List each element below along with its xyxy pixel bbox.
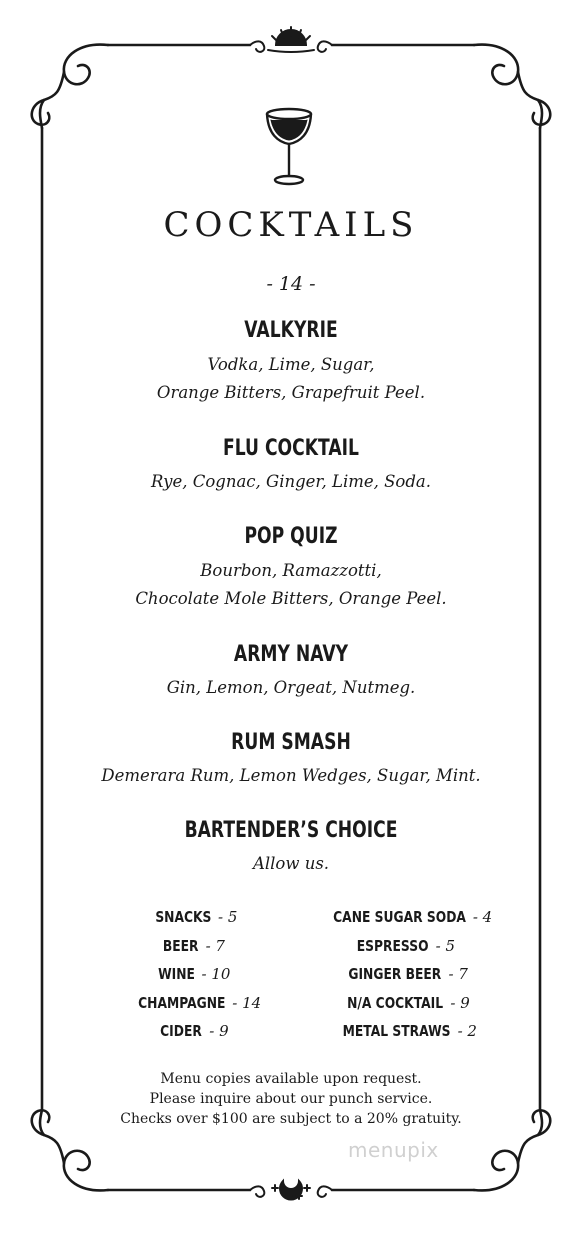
sunburst-ornament-icon <box>250 27 332 52</box>
extra-item-price: - 2 <box>457 1022 477 1040</box>
extra-item-name: N/A COCKTAIL <box>347 993 444 1012</box>
extra-item-price: - 5 <box>435 936 455 955</box>
cocktail-ingredients: Orange Bitters, Grapefruit Peel. <box>156 383 426 402</box>
extra-item-price: - 14 <box>232 993 262 1012</box>
footer-note: Menu copies available upon request. <box>160 1071 422 1087</box>
cocktail-name: FLU COCKTAIL <box>222 436 359 461</box>
extras-right-column <box>268 903 528 1046</box>
cocktail-ingredients: Rye, Cognac, Ginger, Lime, Soda. <box>150 472 432 491</box>
extra-item-name: METAL STRAWS <box>342 1022 451 1040</box>
cocktail-name: BARTENDER’S CHOICE <box>184 818 398 843</box>
extra-item-name: CANE SUGAR SODA <box>332 908 466 926</box>
extra-item-name: SNACKS <box>154 908 211 926</box>
extra-item <box>268 1017 528 1046</box>
extra-item-name: CHAMPAGNE <box>137 993 226 1012</box>
extra-item <box>268 932 528 961</box>
cocktail-glass-icon <box>267 109 311 184</box>
extra-item-name: CIDER <box>160 1022 203 1040</box>
cocktail-name: RUM SMASH <box>231 730 351 755</box>
extra-item <box>268 989 528 1018</box>
extra-item-name: GINGER BEER <box>348 965 442 983</box>
cocktail-ingredients: Gin, Lemon, Orgeat, Nutmeg. <box>166 678 416 697</box>
extra-item <box>268 903 528 932</box>
cocktail-ingredients: Bourbon, Ramazzotti, <box>200 561 382 580</box>
extra-item-price: - 4 <box>472 908 493 926</box>
cocktail-ingredients: Vodka, Lime, Sugar, <box>207 355 375 374</box>
cocktail-name: VALKYRIE <box>244 318 338 343</box>
watermark: menupix <box>348 1138 439 1162</box>
extra-item-name: BEER <box>162 936 199 955</box>
extra-item-price: - 9 <box>450 993 470 1012</box>
cocktail-price: - 14 - <box>266 273 316 295</box>
extra-item-price: - 5 <box>218 908 238 926</box>
footer-note: Checks over $100 are subject to a 20% gratuity. <box>120 1111 462 1127</box>
cocktail-name: POP QUIZ <box>244 524 338 549</box>
cocktail-ingredients: Demerara Rum, Lemon Wedges, Sugar, Mint. <box>101 766 481 785</box>
cocktail-name: ARMY NAVY <box>233 642 349 667</box>
extra-item-price: - 7 <box>205 936 225 955</box>
footer-note: Please inquire about our punch service. <box>149 1091 433 1107</box>
extra-item-name: ESPRESSO <box>356 936 429 955</box>
cocktail-ingredients: Allow us. <box>252 854 330 873</box>
moon-stars-ornament-icon <box>250 1181 332 1200</box>
extra-item-price: - 7 <box>448 965 468 983</box>
menu-title: COCKTAILS <box>163 205 419 245</box>
cocktail-ingredients: Chocolate Mole Bitters, Orange Peel. <box>135 589 447 608</box>
extra-item <box>268 960 528 989</box>
extra-item-price: - 9 <box>209 1022 229 1040</box>
extra-item-name: WINE <box>157 965 195 983</box>
extra-item-price: - 10 <box>201 965 231 983</box>
